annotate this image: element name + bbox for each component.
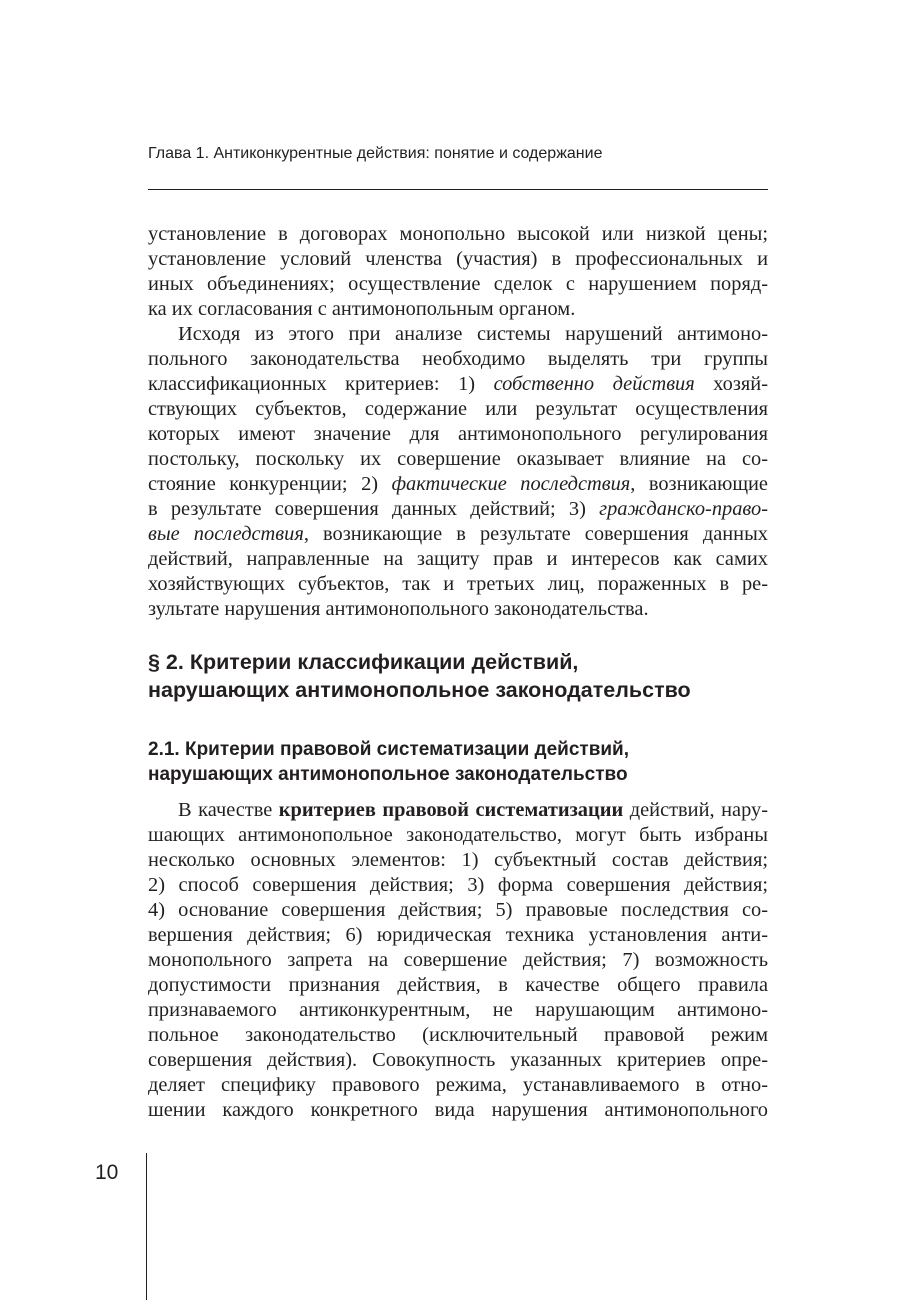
text-line: шающих антимонопольное законодательство, могут быть избраны xyxy=(148,824,768,846)
text-line: Исходя из этого при анализе системы нарушений антимоно- xyxy=(178,323,768,345)
text-line xyxy=(148,798,768,823)
text-line: вершения действия; 6) юридическая техника установления анти- xyxy=(148,924,768,946)
text-line: 2) способ совершения действия; 3) форма совершения действия; xyxy=(148,874,768,896)
text-line: совершения действия). Совокупность указанных критериев опре- xyxy=(148,1049,768,1071)
text-line: признаваемого антиконкурентным, не нарушающим антимоно- xyxy=(148,999,768,1021)
text-line xyxy=(148,497,768,522)
text-run: , возникающие в результате совершения данных xyxy=(303,523,768,545)
bold-term: критериев правовой систематизации xyxy=(278,799,624,821)
heading-line: нарушающих антимонопольное законодательство xyxy=(148,678,691,702)
text-line xyxy=(148,372,768,397)
text-line xyxy=(148,472,768,497)
text-run: , возникающие xyxy=(630,473,768,495)
emphasis-term: собственно действия xyxy=(493,373,695,395)
text-line xyxy=(148,522,768,547)
text-run: хозяй- xyxy=(694,373,768,395)
text-run: действий, нару- xyxy=(623,799,768,821)
text-line: деляет специфику правового режима, устанавливаемого в отно- xyxy=(148,1074,768,1096)
paragraph-continuation xyxy=(148,222,768,322)
footer-vertical-rule xyxy=(146,1153,147,1300)
emphasis-term: гражданско-право- xyxy=(599,498,768,520)
paragraph-systematization-criteria xyxy=(148,798,768,1123)
text-line: зультате нарушения антимонопольного законодательства. xyxy=(148,598,649,620)
heading-line: нарушающих антимонопольное законодательство xyxy=(148,764,628,785)
text-line: несколько основных элементов: 1) субъектный состав действия; xyxy=(148,849,768,871)
text-line: ка их согласования с антимонопольным органом. xyxy=(148,298,576,320)
section-heading xyxy=(148,648,788,704)
text-line: которых имеют значение для антимонопольного регулирования xyxy=(148,423,768,445)
text-line: постольку, поскольку их совершение оказывает влияние на со- xyxy=(148,448,768,470)
text-line: польное законодательство (исключительный правовой режим xyxy=(148,1024,768,1046)
text-run: классификационных критериев: 1) xyxy=(148,373,494,395)
running-header: Глава 1. Антиконкурентные действия: понятие и содержание xyxy=(148,145,603,162)
text-line: допустимости признания действия, в качестве общего правила xyxy=(148,974,768,996)
emphasis-term: вые последствия xyxy=(148,523,304,545)
text-line: шении каждого конкретного вида нарушения антимонопольного xyxy=(148,1099,768,1121)
text-run: В качестве xyxy=(178,799,279,821)
emphasis-term: фактические последствия xyxy=(391,473,631,495)
text-line: 4) основание совершения действия; 5) правовые последствия со- xyxy=(148,899,768,921)
header-rule xyxy=(148,189,768,190)
heading-line: 2.1. Критерии правовой систематизации действий, xyxy=(148,739,630,760)
heading-line: § 2. Критерии классификации действий, xyxy=(148,650,579,674)
text-line: хозяйствующих субъектов, так и третьих лиц, пораженных в ре- xyxy=(148,573,768,595)
text-run: стояние конкуренции; 2) xyxy=(148,473,392,495)
paragraph-classification-groups xyxy=(148,322,768,622)
text-line: монопольного запрета на совершение действия; 7) возможность xyxy=(148,949,768,971)
subsection-heading xyxy=(148,737,788,787)
text-line: иных объединениях; осуществление сделок с нарушением поряд- xyxy=(148,273,768,295)
text-line: действий, направленные на защиту прав и интересов как самих xyxy=(148,548,768,570)
text-line: установление условий членства (участия) в профессиональных и xyxy=(148,248,768,270)
text-line: польного законодательства необходимо выделять три группы xyxy=(148,348,768,370)
page-number: 10 xyxy=(95,1161,119,1184)
text-line: установление в договорах монопольно высокой или низкой цены; xyxy=(148,223,768,245)
text-line: ствующих субъектов, содержание или результат осуществления xyxy=(148,398,768,420)
text-run: в результате совершения данных действий; 3) xyxy=(148,498,600,520)
